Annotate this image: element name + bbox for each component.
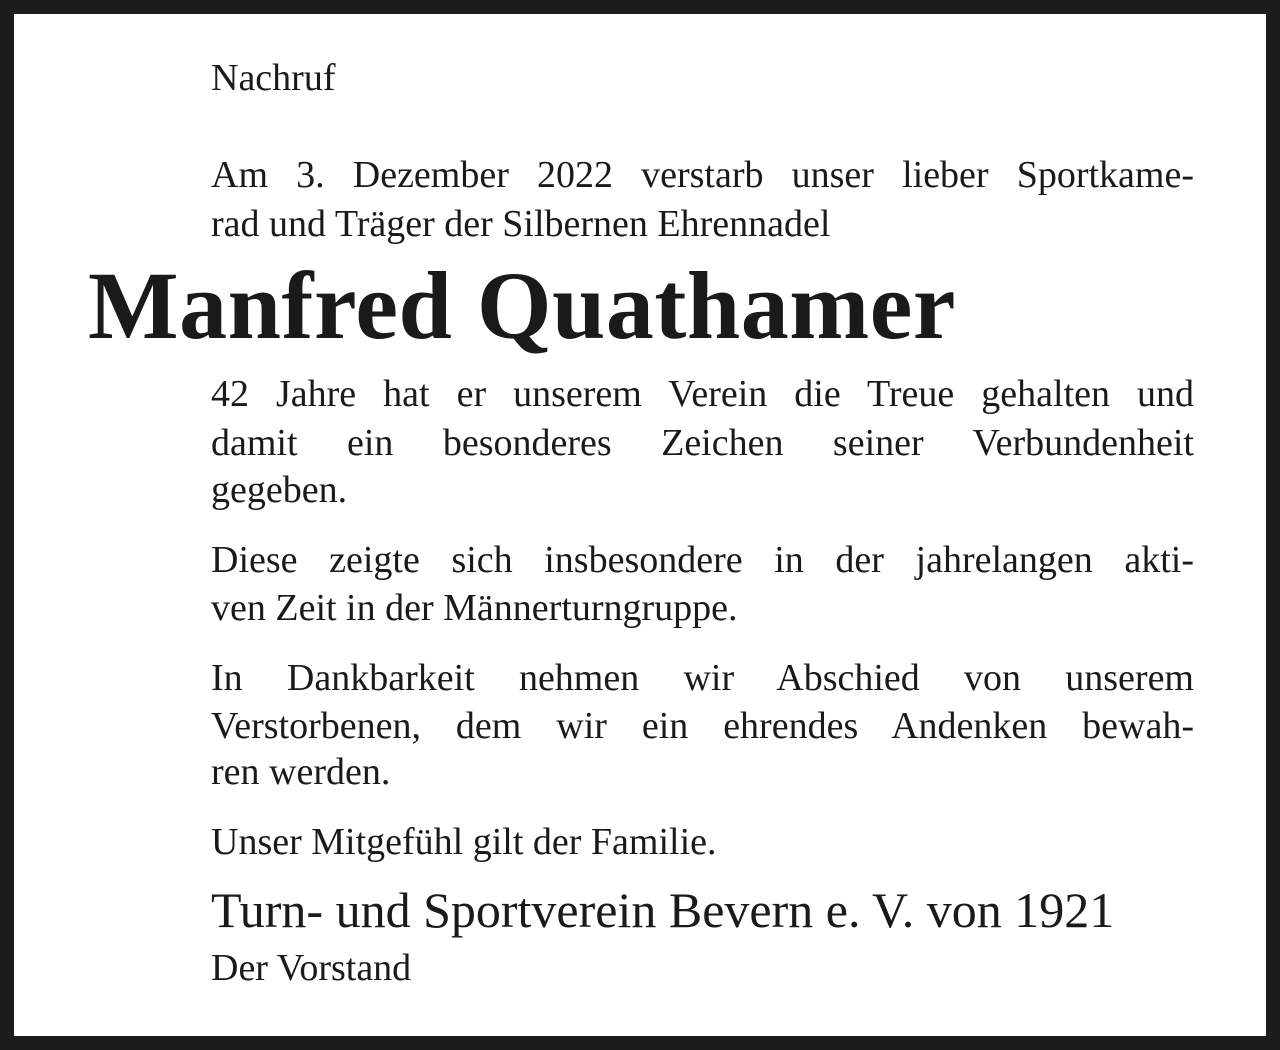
paragraph-3-line-3: ren werden.: [211, 751, 391, 793]
intro-line-1: Am 3. Dezember 2022 verstarb unser lieber Sportkame-: [211, 154, 1194, 196]
paragraph-2-line-1: Diese zeigte sich insbesondere in der jahrelangen akti-: [211, 539, 1194, 581]
paragraph-1-line-3: gegeben.: [211, 469, 348, 511]
deceased-name: Manfred Quathamer: [88, 252, 956, 359]
paragraph-3-line-1: In Dankbarkeit nehmen wir Abschied von unserem: [211, 657, 1194, 699]
sympathy-line: Unser Mitgefühl gilt der Familie.: [211, 821, 717, 863]
paragraph-1-line-1: 42 Jahre hat er unserem Verein die Treue gehalten und: [211, 373, 1194, 415]
obituary-notice: [14, 14, 1266, 1036]
paragraph-1-line-2: damit ein besonderes Zeichen seiner Verbundenheit: [211, 422, 1194, 464]
paragraph-3-line-2: Verstorbenen, dem wir ein ehrendes Andenken bewah-: [211, 705, 1194, 747]
organization-name: Turn- und Sportverein Bevern e. V. von 1921: [211, 882, 1115, 938]
paragraph-2-line-2: ven Zeit in der Männerturngruppe.: [211, 587, 738, 629]
signatory: Der Vorstand: [211, 947, 412, 989]
notice-heading: Nachruf: [211, 57, 336, 99]
intro-line-2: rad und Träger der Silbernen Ehrennadel: [211, 203, 831, 245]
